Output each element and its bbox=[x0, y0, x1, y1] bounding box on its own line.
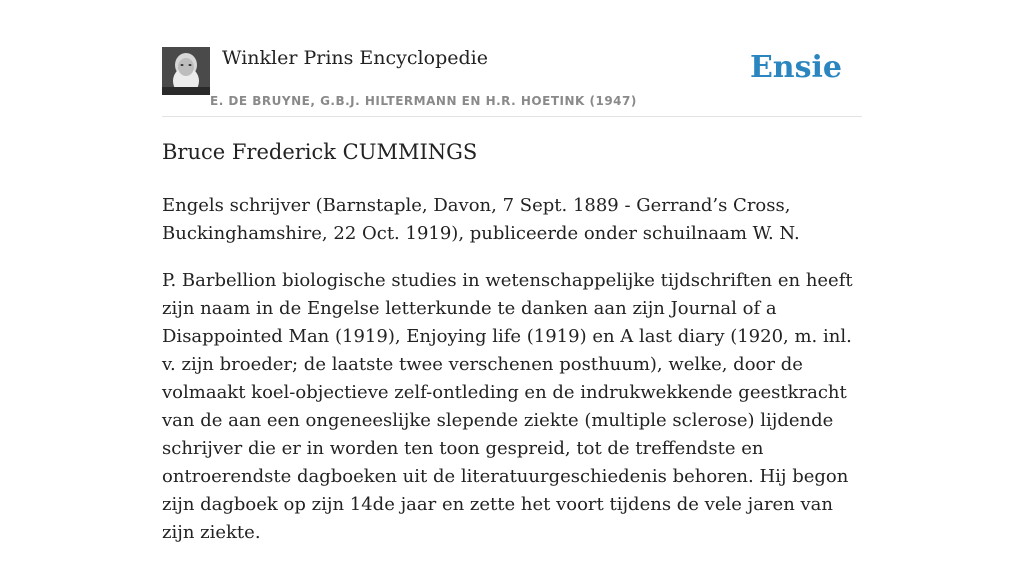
author-portrait-icon bbox=[162, 47, 210, 95]
author-avatar bbox=[162, 47, 210, 95]
article-paragraph: P. Barbellion biologische studies in wetenschappelijke tijdschriften en heeft zijn naam in de Engelse letterkunde te danken aan zijn Journal of a Disappointed Man (1919), Enjoying life (1919) en A last diary (1920, m. inl. v. zijn broeder; de laatste twee verschenen posthuum), welke, door de volmaakt koel-objectieve zelf-ontleding en de indrukwekkende geestkracht van de aan een ongeneeslijke slepende ziekte (multiple sclerose) lijdende schrijver die er in worden ten toon gespreid, tot de treffendste en ontroerendste dagboeken uit de literatuurgeschiedenis behoren. Hij begon zijn dagboek op zijn 14de jaar en zette het voort tijdens de vele jaren van zijn ziekte. bbox=[162, 270, 853, 543]
site-title: Winkler Prins Encyclopedie bbox=[222, 47, 488, 69]
brand-logo-link[interactable]: Ensie bbox=[749, 50, 842, 85]
site-subtitle: E. DE BRUYNE, G.B.J. HILTERMANN EN H.R. HOETINK (1947) bbox=[210, 94, 637, 108]
site-header bbox=[162, 44, 862, 117]
article-title: Bruce Frederick CUMMINGS bbox=[162, 140, 478, 164]
article-paragraph: Engels schrijver (Barnstaple, Davon, 7 Sept. 1889 - Gerrand’s Cross, Buckinghamshire, 22 Oct. 1919), publiceerde onder schuilnaam W. N. bbox=[162, 195, 800, 244]
article-body bbox=[162, 192, 862, 566]
